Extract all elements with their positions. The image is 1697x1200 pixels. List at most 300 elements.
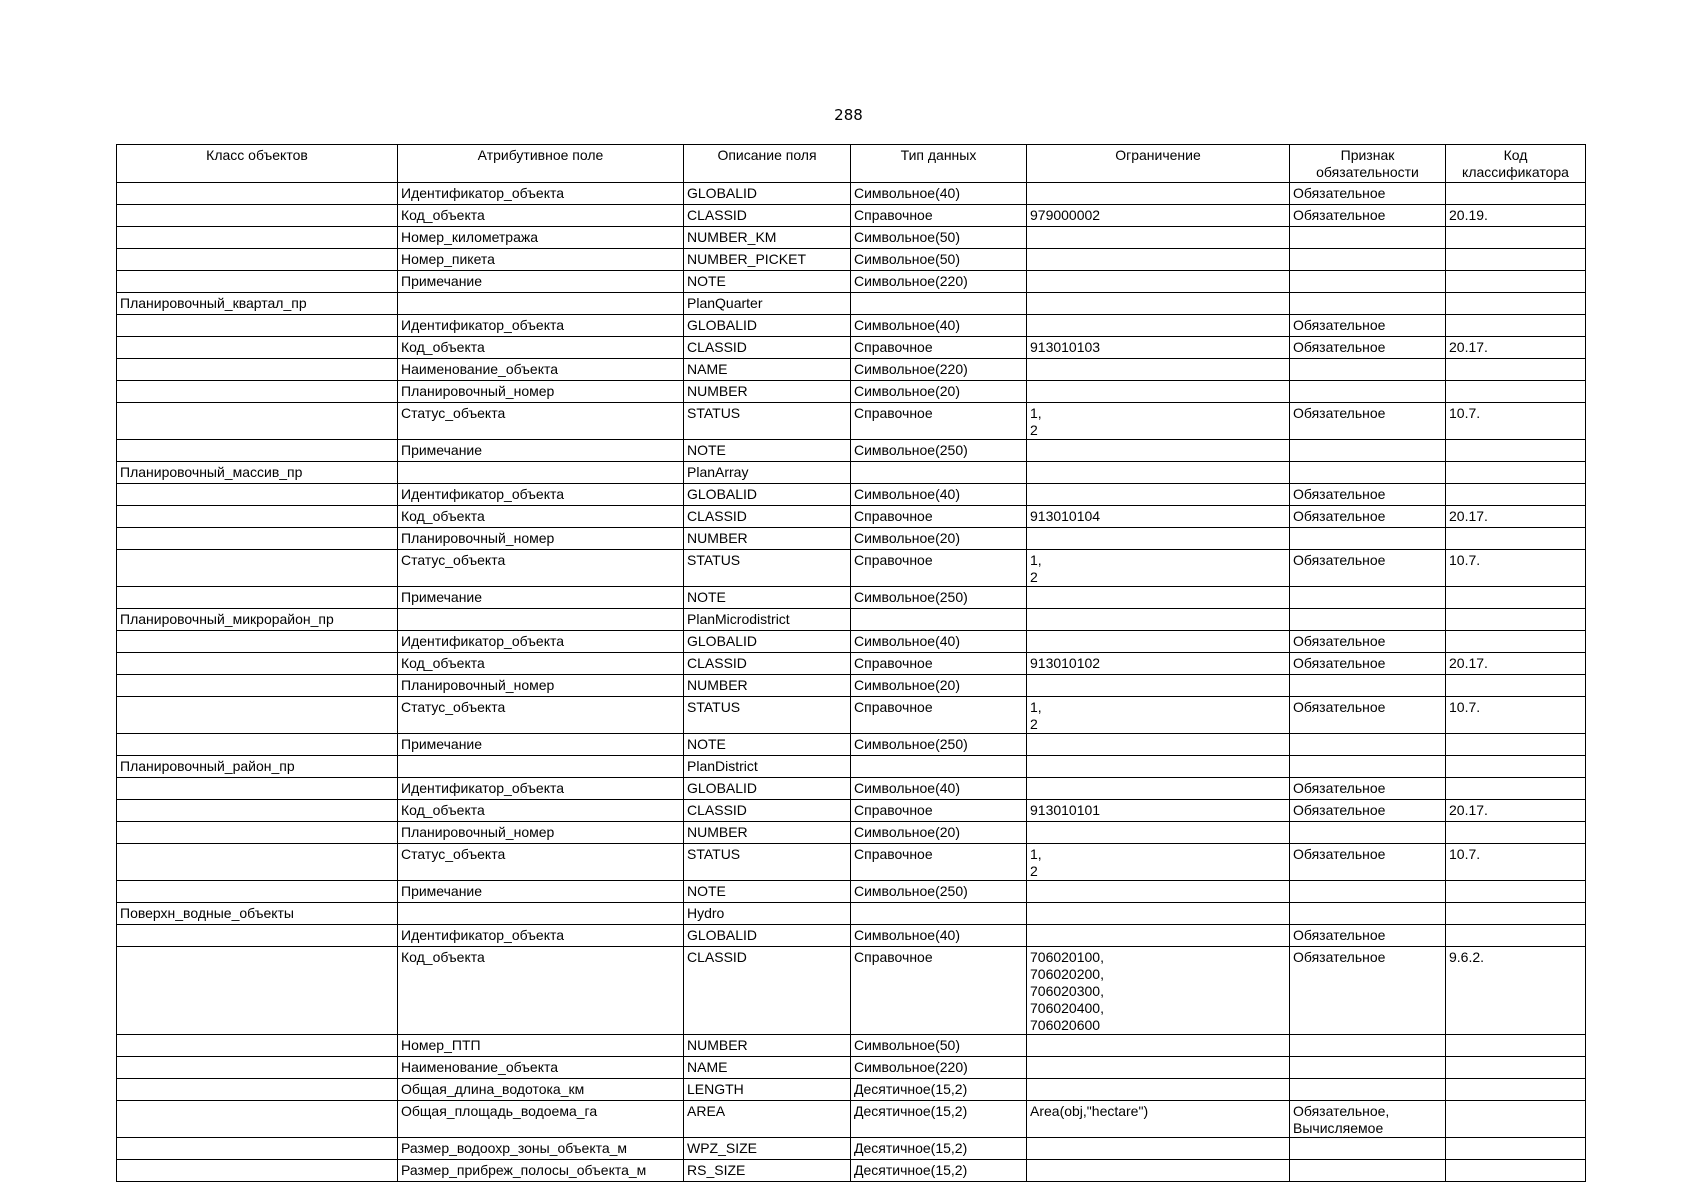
cell-field-description: NUMBER [684, 528, 851, 550]
cell-data-type [851, 756, 1027, 778]
table-row [117, 925, 1586, 947]
header-data-type: Тип данных [851, 145, 1027, 183]
cell-required-flag: Обязательное [1290, 800, 1446, 822]
cell-field-description: GLOBALID [684, 315, 851, 337]
cell-object-class [117, 1057, 398, 1079]
cell-classifier-code: 10.7. [1446, 403, 1586, 440]
cell-constraint [1027, 271, 1290, 293]
cell-data-type: Символьное(40) [851, 778, 1027, 800]
cell-classifier-code [1446, 1057, 1586, 1079]
cell-attribute-field: Общая_площадь_водоема_га [398, 1101, 684, 1138]
table-row [117, 903, 1586, 925]
cell-data-type: Справочное [851, 337, 1027, 359]
cell-attribute-field: Номер_пикета [398, 249, 684, 271]
cell-constraint: 913010101 [1027, 800, 1290, 822]
cell-field-description: GLOBALID [684, 183, 851, 205]
cell-object-class [117, 227, 398, 249]
table-row [117, 440, 1586, 462]
cell-object-class [117, 947, 398, 1035]
cell-constraint [1027, 903, 1290, 925]
cell-data-type: Символьное(50) [851, 249, 1027, 271]
cell-field-description: CLASSID [684, 947, 851, 1035]
cell-attribute-field: Примечание [398, 587, 684, 609]
cell-constraint [1027, 1057, 1290, 1079]
cell-constraint: 1, 2 [1027, 403, 1290, 440]
cell-data-type [851, 609, 1027, 631]
header-field-description: Описание поля [684, 145, 851, 183]
cell-object-class [117, 800, 398, 822]
cell-attribute-field [398, 609, 684, 631]
cell-constraint [1027, 1160, 1290, 1182]
cell-data-type: Символьное(250) [851, 734, 1027, 756]
cell-field-description: GLOBALID [684, 484, 851, 506]
cell-field-description: STATUS [684, 844, 851, 881]
cell-data-type [851, 293, 1027, 315]
cell-attribute-field: Идентификатор_объекта [398, 315, 684, 337]
cell-attribute-field [398, 903, 684, 925]
table-row [117, 528, 1586, 550]
table-row [117, 506, 1586, 528]
cell-constraint [1027, 756, 1290, 778]
cell-data-type: Символьное(40) [851, 315, 1027, 337]
cell-field-description: STATUS [684, 697, 851, 734]
attribute-table [116, 144, 1586, 1182]
cell-field-description: NOTE [684, 587, 851, 609]
cell-classifier-code [1446, 903, 1586, 925]
cell-classifier-code: 10.7. [1446, 844, 1586, 881]
table-row [117, 697, 1586, 734]
cell-constraint: 1, 2 [1027, 697, 1290, 734]
cell-object-class [117, 778, 398, 800]
header-constraint: Ограничение [1027, 145, 1290, 183]
cell-attribute-field: Статус_объекта [398, 550, 684, 587]
cell-classifier-code [1446, 587, 1586, 609]
cell-data-type: Символьное(20) [851, 381, 1027, 403]
table-row [117, 1035, 1586, 1057]
cell-required-flag: Обязательное, Вычисляемое [1290, 1101, 1446, 1138]
cell-object-class [117, 484, 398, 506]
cell-constraint: 913010103 [1027, 337, 1290, 359]
cell-classifier-code [1446, 1035, 1586, 1057]
cell-attribute-field [398, 462, 684, 484]
cell-field-description: CLASSID [684, 653, 851, 675]
cell-object-class [117, 205, 398, 227]
cell-required-flag: Обязательное [1290, 653, 1446, 675]
cell-data-type: Символьное(250) [851, 881, 1027, 903]
cell-field-description: STATUS [684, 403, 851, 440]
cell-attribute-field: Код_объекта [398, 337, 684, 359]
cell-object-class [117, 271, 398, 293]
cell-object-class [117, 1160, 398, 1182]
cell-field-description: CLASSID [684, 800, 851, 822]
table-row [117, 337, 1586, 359]
cell-required-flag [1290, 462, 1446, 484]
cell-required-flag [1290, 675, 1446, 697]
cell-data-type: Символьное(50) [851, 1035, 1027, 1057]
cell-constraint [1027, 631, 1290, 653]
cell-classifier-code [1446, 631, 1586, 653]
cell-constraint: 913010104 [1027, 506, 1290, 528]
cell-object-class [117, 1035, 398, 1057]
cell-attribute-field: Примечание [398, 440, 684, 462]
cell-data-type: Десятичное(15,2) [851, 1160, 1027, 1182]
cell-required-flag: Обязательное [1290, 337, 1446, 359]
cell-attribute-field [398, 293, 684, 315]
cell-field-description: GLOBALID [684, 631, 851, 653]
cell-data-type: Справочное [851, 844, 1027, 881]
cell-attribute-field: Размер_водоохр_зоны_объекта_м [398, 1138, 684, 1160]
cell-object-class [117, 587, 398, 609]
cell-object-class [117, 550, 398, 587]
cell-attribute-field: Примечание [398, 734, 684, 756]
cell-field-description: CLASSID [684, 337, 851, 359]
cell-attribute-field: Идентификатор_объекта [398, 484, 684, 506]
cell-field-description: NOTE [684, 881, 851, 903]
cell-attribute-field: Код_объекта [398, 506, 684, 528]
cell-object-class: Планировочный_район_пр [117, 756, 398, 778]
cell-required-flag: Обязательное [1290, 697, 1446, 734]
table-row [117, 844, 1586, 881]
header-required-flag: Признак обязательности [1290, 145, 1446, 183]
header-attribute-field: Атрибутивное поле [398, 145, 684, 183]
cell-required-flag: Обязательное [1290, 403, 1446, 440]
cell-data-type: Символьное(40) [851, 484, 1027, 506]
cell-data-type: Справочное [851, 697, 1027, 734]
cell-required-flag: Обязательное [1290, 778, 1446, 800]
table-row [117, 550, 1586, 587]
cell-data-type: Десятичное(15,2) [851, 1101, 1027, 1138]
cell-required-flag [1290, 1138, 1446, 1160]
cell-required-flag: Обязательное [1290, 947, 1446, 1035]
table-row [117, 381, 1586, 403]
cell-field-description: CLASSID [684, 205, 851, 227]
cell-constraint: 979000002 [1027, 205, 1290, 227]
cell-data-type: Справочное [851, 800, 1027, 822]
cell-required-flag [1290, 227, 1446, 249]
cell-required-flag: Обязательное [1290, 506, 1446, 528]
cell-field-description: NUMBER [684, 822, 851, 844]
cell-classifier-code [1446, 227, 1586, 249]
cell-constraint [1027, 381, 1290, 403]
cell-classifier-code [1446, 734, 1586, 756]
cell-constraint [1027, 778, 1290, 800]
cell-attribute-field: Идентификатор_объекта [398, 925, 684, 947]
table-row [117, 947, 1586, 1035]
cell-classifier-code: 20.17. [1446, 653, 1586, 675]
cell-required-flag [1290, 1057, 1446, 1079]
cell-attribute-field: Статус_объекта [398, 697, 684, 734]
cell-attribute-field: Статус_объекта [398, 844, 684, 881]
cell-data-type: Символьное(40) [851, 631, 1027, 653]
cell-constraint [1027, 925, 1290, 947]
cell-constraint: 913010102 [1027, 653, 1290, 675]
cell-classifier-code [1446, 778, 1586, 800]
cell-classifier-code [1446, 359, 1586, 381]
cell-data-type [851, 903, 1027, 925]
cell-object-class [117, 844, 398, 881]
cell-data-type: Символьное(40) [851, 925, 1027, 947]
cell-classifier-code [1446, 381, 1586, 403]
cell-object-class [117, 697, 398, 734]
cell-object-class [117, 822, 398, 844]
cell-attribute-field: Наименование_объекта [398, 1057, 684, 1079]
cell-field-description: GLOBALID [684, 925, 851, 947]
cell-attribute-field [398, 756, 684, 778]
cell-object-class [117, 183, 398, 205]
cell-attribute-field: Планировочный_номер [398, 675, 684, 697]
cell-required-flag: Обязательное [1290, 925, 1446, 947]
cell-data-type: Символьное(20) [851, 528, 1027, 550]
cell-object-class [117, 381, 398, 403]
cell-constraint [1027, 462, 1290, 484]
cell-constraint [1027, 881, 1290, 903]
cell-object-class [117, 925, 398, 947]
cell-classifier-code [1446, 1101, 1586, 1138]
table-row [117, 227, 1586, 249]
cell-object-class [117, 1138, 398, 1160]
cell-constraint [1027, 609, 1290, 631]
cell-constraint [1027, 183, 1290, 205]
table-row [117, 1057, 1586, 1079]
cell-field-description: STATUS [684, 550, 851, 587]
cell-data-type: Справочное [851, 550, 1027, 587]
cell-data-type: Символьное(220) [851, 271, 1027, 293]
cell-attribute-field: Примечание [398, 881, 684, 903]
cell-classifier-code [1446, 183, 1586, 205]
cell-field-description: PlanArray [684, 462, 851, 484]
cell-data-type: Справочное [851, 653, 1027, 675]
cell-data-type: Десятичное(15,2) [851, 1138, 1027, 1160]
cell-object-class [117, 1101, 398, 1138]
cell-attribute-field: Статус_объекта [398, 403, 684, 440]
cell-data-type: Символьное(50) [851, 227, 1027, 249]
cell-object-class [117, 653, 398, 675]
cell-field-description: PlanDistrict [684, 756, 851, 778]
cell-constraint: Area(obj,"hectare") [1027, 1101, 1290, 1138]
cell-data-type: Справочное [851, 947, 1027, 1035]
cell-field-description: NUMBER_KM [684, 227, 851, 249]
table-row [117, 778, 1586, 800]
cell-field-description: RS_SIZE [684, 1160, 851, 1182]
cell-constraint: 706020100, 706020200, 706020300, 706020400, 706020600 [1027, 947, 1290, 1035]
cell-attribute-field: Код_объекта [398, 800, 684, 822]
cell-object-class: Планировочный_массив_пр [117, 462, 398, 484]
cell-classifier-code: 20.17. [1446, 506, 1586, 528]
cell-classifier-code [1446, 1079, 1586, 1101]
cell-field-description: Hydro [684, 903, 851, 925]
cell-required-flag: Обязательное [1290, 844, 1446, 881]
cell-data-type: Символьное(40) [851, 183, 1027, 205]
cell-classifier-code [1446, 1138, 1586, 1160]
cell-object-class [117, 359, 398, 381]
cell-attribute-field: Планировочный_номер [398, 822, 684, 844]
cell-field-description: NUMBER [684, 1035, 851, 1057]
cell-required-flag: Обязательное [1290, 484, 1446, 506]
table-row [117, 1138, 1586, 1160]
cell-field-description: CLASSID [684, 506, 851, 528]
table-body [117, 183, 1586, 1182]
cell-required-flag: Обязательное [1290, 315, 1446, 337]
cell-required-flag [1290, 1035, 1446, 1057]
cell-classifier-code [1446, 675, 1586, 697]
table-row [117, 1160, 1586, 1182]
cell-data-type [851, 462, 1027, 484]
cell-required-flag [1290, 756, 1446, 778]
cell-constraint [1027, 528, 1290, 550]
cell-constraint [1027, 675, 1290, 697]
table-row [117, 403, 1586, 440]
cell-classifier-code [1446, 756, 1586, 778]
cell-object-class [117, 734, 398, 756]
cell-attribute-field: Номер_километража [398, 227, 684, 249]
table-row [117, 205, 1586, 227]
cell-classifier-code: 20.19. [1446, 205, 1586, 227]
table-row [117, 822, 1586, 844]
cell-data-type: Справочное [851, 506, 1027, 528]
table-row [117, 631, 1586, 653]
cell-required-flag [1290, 249, 1446, 271]
cell-object-class [117, 1079, 398, 1101]
cell-required-flag [1290, 1160, 1446, 1182]
header-object-class: Класс объектов [117, 145, 398, 183]
cell-field-description: WPZ_SIZE [684, 1138, 851, 1160]
cell-required-flag [1290, 903, 1446, 925]
cell-classifier-code [1446, 484, 1586, 506]
cell-constraint [1027, 734, 1290, 756]
cell-attribute-field: Номер_ПТП [398, 1035, 684, 1057]
cell-object-class [117, 337, 398, 359]
cell-data-type: Десятичное(15,2) [851, 1079, 1027, 1101]
cell-classifier-code: 9.6.2. [1446, 947, 1586, 1035]
page-number: 288 [834, 106, 863, 124]
cell-object-class [117, 315, 398, 337]
cell-attribute-field: Код_объекта [398, 653, 684, 675]
cell-field-description: NAME [684, 359, 851, 381]
cell-object-class [117, 506, 398, 528]
cell-classifier-code [1446, 1160, 1586, 1182]
cell-classifier-code [1446, 271, 1586, 293]
cell-constraint [1027, 484, 1290, 506]
cell-required-flag [1290, 359, 1446, 381]
cell-field-description: AREA [684, 1101, 851, 1138]
cell-object-class [117, 881, 398, 903]
cell-field-description: NUMBER_PICKET [684, 249, 851, 271]
cell-attribute-field: Идентификатор_объекта [398, 631, 684, 653]
cell-field-description: PlanMicrodistrict [684, 609, 851, 631]
cell-constraint [1027, 1138, 1290, 1160]
cell-object-class [117, 440, 398, 462]
cell-field-description: NOTE [684, 271, 851, 293]
table-row [117, 293, 1586, 315]
table-row [117, 359, 1586, 381]
cell-constraint [1027, 227, 1290, 249]
cell-required-flag: Обязательное [1290, 205, 1446, 227]
cell-classifier-code: 10.7. [1446, 697, 1586, 734]
cell-classifier-code [1446, 822, 1586, 844]
table-row [117, 315, 1586, 337]
cell-required-flag [1290, 271, 1446, 293]
cell-classifier-code [1446, 925, 1586, 947]
cell-field-description: NUMBER [684, 675, 851, 697]
cell-required-flag [1290, 734, 1446, 756]
cell-classifier-code: 20.17. [1446, 800, 1586, 822]
cell-attribute-field: Код_объекта [398, 205, 684, 227]
cell-required-flag [1290, 587, 1446, 609]
table-row [117, 249, 1586, 271]
cell-object-class: Планировочный_микрорайон_пр [117, 609, 398, 631]
cell-required-flag: Обязательное [1290, 550, 1446, 587]
cell-constraint [1027, 587, 1290, 609]
table-row [117, 183, 1586, 205]
table-row [117, 609, 1586, 631]
cell-data-type: Символьное(20) [851, 675, 1027, 697]
cell-constraint [1027, 1079, 1290, 1101]
cell-constraint: 1, 2 [1027, 550, 1290, 587]
cell-attribute-field: Идентификатор_объекта [398, 778, 684, 800]
cell-field-description: NUMBER [684, 381, 851, 403]
cell-constraint [1027, 440, 1290, 462]
table-row [117, 675, 1586, 697]
cell-data-type: Символьное(220) [851, 359, 1027, 381]
cell-classifier-code [1446, 249, 1586, 271]
cell-classifier-code: 20.17. [1446, 337, 1586, 359]
cell-field-description: GLOBALID [684, 778, 851, 800]
table-row [117, 587, 1586, 609]
cell-classifier-code [1446, 293, 1586, 315]
table-row [117, 653, 1586, 675]
cell-required-flag [1290, 1079, 1446, 1101]
cell-required-flag [1290, 609, 1446, 631]
table-row [117, 484, 1586, 506]
cell-data-type: Символьное(20) [851, 822, 1027, 844]
cell-required-flag [1290, 528, 1446, 550]
cell-data-type: Символьное(250) [851, 587, 1027, 609]
cell-constraint [1027, 293, 1290, 315]
cell-classifier-code [1446, 881, 1586, 903]
cell-attribute-field: Размер_прибреж_полосы_объекта_м [398, 1160, 684, 1182]
cell-field-description: LENGTH [684, 1079, 851, 1101]
cell-classifier-code [1446, 440, 1586, 462]
cell-attribute-field: Идентификатор_объекта [398, 183, 684, 205]
cell-object-class: Поверхн_водные_объекты [117, 903, 398, 925]
cell-classifier-code [1446, 462, 1586, 484]
table-row [117, 462, 1586, 484]
cell-object-class [117, 631, 398, 653]
cell-required-flag: Обязательное [1290, 631, 1446, 653]
cell-constraint [1027, 249, 1290, 271]
cell-constraint [1027, 1035, 1290, 1057]
cell-data-type: Справочное [851, 403, 1027, 440]
cell-object-class: Планировочный_квартал_пр [117, 293, 398, 315]
cell-required-flag [1290, 822, 1446, 844]
cell-field-description: NOTE [684, 734, 851, 756]
table-row [117, 1101, 1586, 1138]
cell-constraint: 1, 2 [1027, 844, 1290, 881]
cell-attribute-field: Примечание [398, 271, 684, 293]
cell-constraint [1027, 315, 1290, 337]
cell-classifier-code [1446, 315, 1586, 337]
cell-required-flag [1290, 440, 1446, 462]
cell-constraint [1027, 822, 1290, 844]
cell-classifier-code [1446, 609, 1586, 631]
header-classifier-code: Код классификатора [1446, 145, 1586, 183]
table-row [117, 800, 1586, 822]
table-row [117, 756, 1586, 778]
table-header-row [117, 145, 1586, 183]
cell-attribute-field: Общая_длина_водотока_км [398, 1079, 684, 1101]
cell-attribute-field: Планировочный_номер [398, 528, 684, 550]
cell-classifier-code: 10.7. [1446, 550, 1586, 587]
